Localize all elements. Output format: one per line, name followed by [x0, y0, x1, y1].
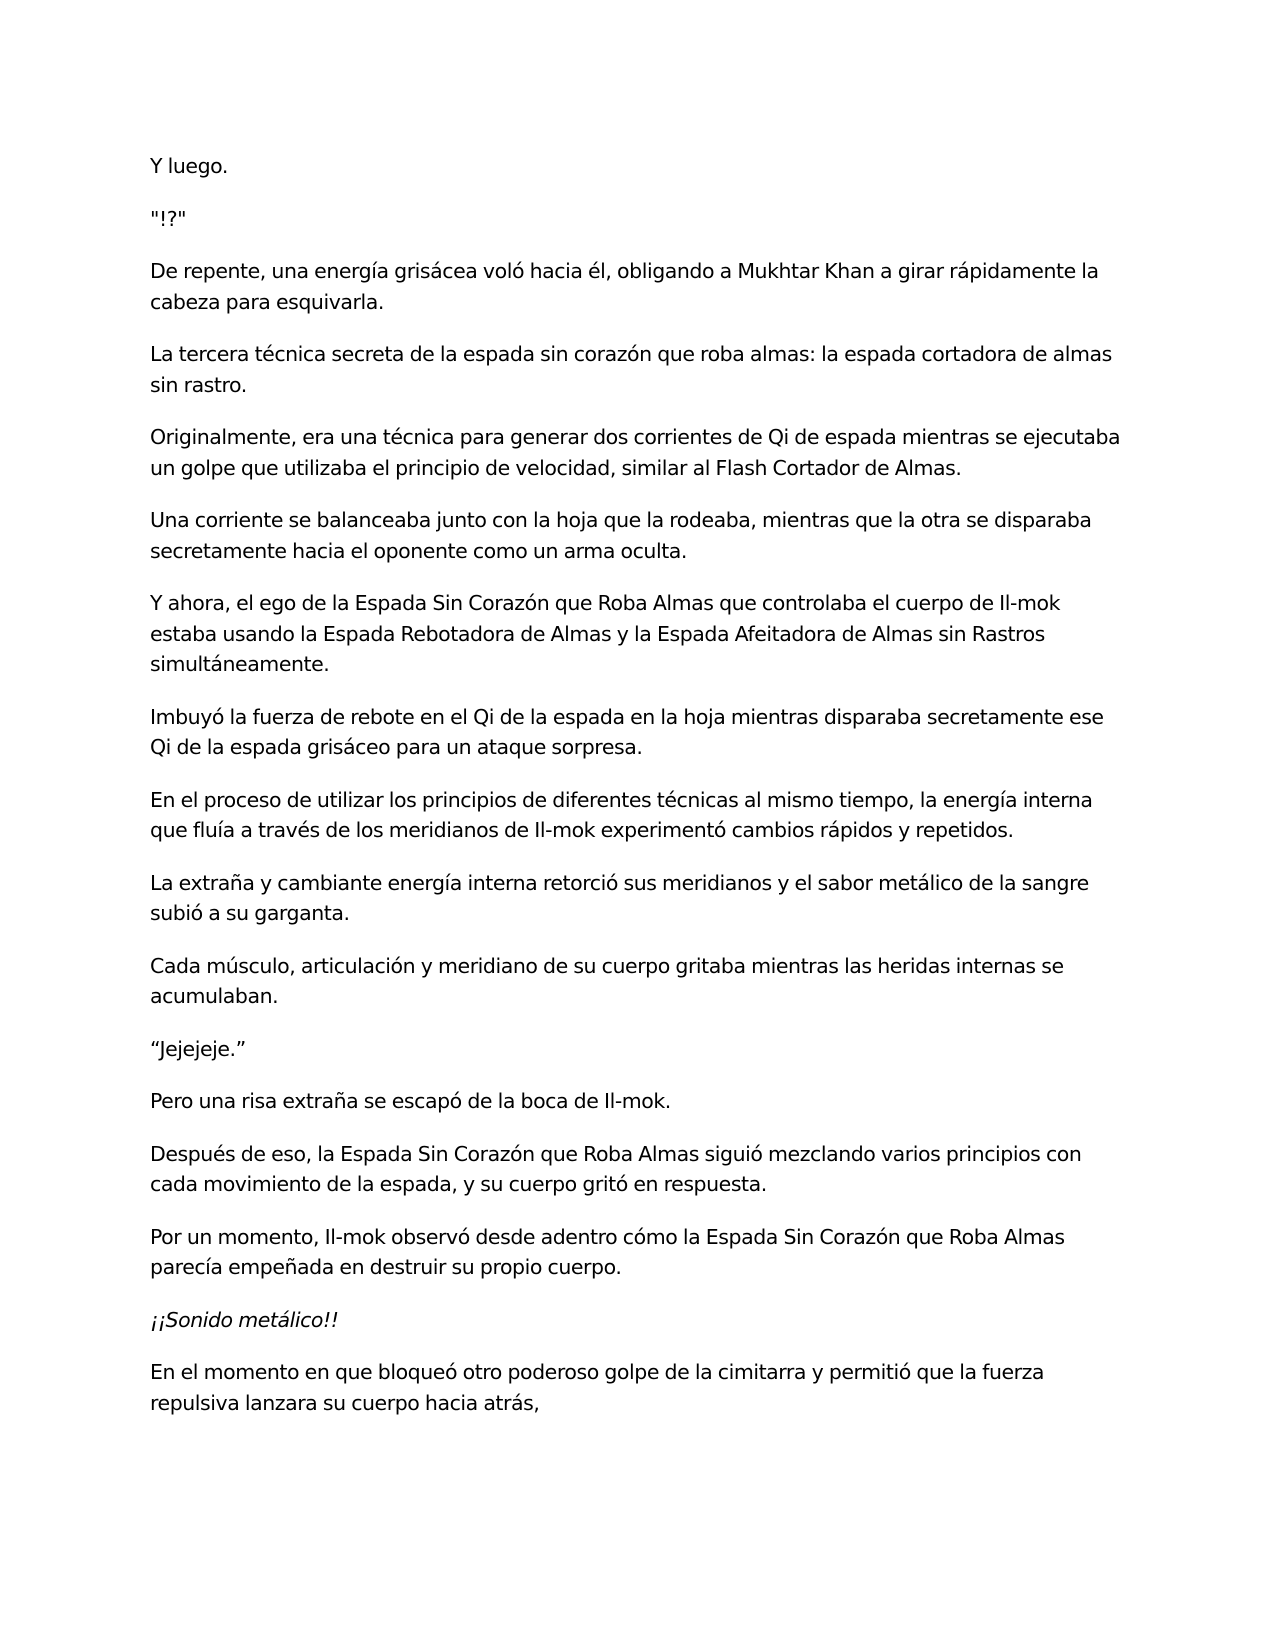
paragraph: Y ahora, el ego de la Espada Sin Corazón que Roba Almas que controlaba el cuerpo de Il-mok estaba usando la Espada Rebotadora de Almas y la Espada Afeitadora de Almas sin Rastros simultáneamente. [150, 591, 1061, 676]
paragraph-italic-sound-effect: ¡¡Sonido metálico!! [150, 1307, 339, 1332]
document-body [150, 151, 1130, 1440]
paragraph: En el momento en que bloqueó otro poderoso golpe de la cimitarra y permitió que la fuerza repulsiva lanzara su cuerpo hacia atrás, [150, 1360, 1045, 1415]
paragraph: "!?" [150, 206, 187, 231]
paragraph: Después de eso, la Espada Sin Corazón que Roba Almas siguió mezclando varios principios con cada movimiento de la espada, y su cuerpo gritó en respuesta. [150, 1141, 1082, 1196]
paragraph: Por un momento, Il-mok observó desde adentro cómo la Espada Sin Corazón que Roba Almas parecía empeñada en destruir su propio cuerpo. [150, 1224, 1065, 1279]
paragraph: En el proceso de utilizar los principios de diferentes técnicas al mismo tiempo, la energía interna que fluía a través de los meridianos de Il-mok experimentó cambios rápidos y repetidos. [150, 787, 1093, 842]
paragraph: Imbuyó la fuerza de rebote en el Qi de la espada en la hoja mientras disparaba secretamente ese Qi de la espada grisáceo para un ataque sorpresa. [150, 704, 1104, 759]
paragraph: Pero una risa extraña se escapó de la boca de Il-mok. [150, 1089, 671, 1113]
paragraph: La extraña y cambiante energía interna retorció sus meridianos y el sabor metálico de la sangre subió a su garganta. [150, 870, 1089, 925]
paragraph: De repente, una energía grisácea voló hacia él, obligando a Mukhtar Khan a girar rápidamente la cabeza para esquivarla. [150, 259, 1099, 314]
paragraph: Cada músculo, articulación y meridiano de su cuerpo gritaba mientras las heridas internas se acumulaban. [150, 953, 1064, 1008]
paragraph: “Jejejeje.” [150, 1036, 246, 1061]
paragraph: Originalmente, era una técnica para generar dos corrientes de Qi de espada mientras se ejecutaba un golpe que utilizaba el principio de velocidad, similar al Flash Cortador de Almas. [150, 425, 1121, 480]
paragraph: Una corriente se balanceaba junto con la hoja que la rodeaba, mientras que la otra se disparaba secretamente hacia el oponente como un arma oculta. [150, 508, 1092, 563]
paragraph: Y luego. [150, 154, 228, 178]
paragraph: La tercera técnica secreta de la espada sin corazón que roba almas: la espada cortadora de almas sin rastro. [150, 342, 1112, 397]
